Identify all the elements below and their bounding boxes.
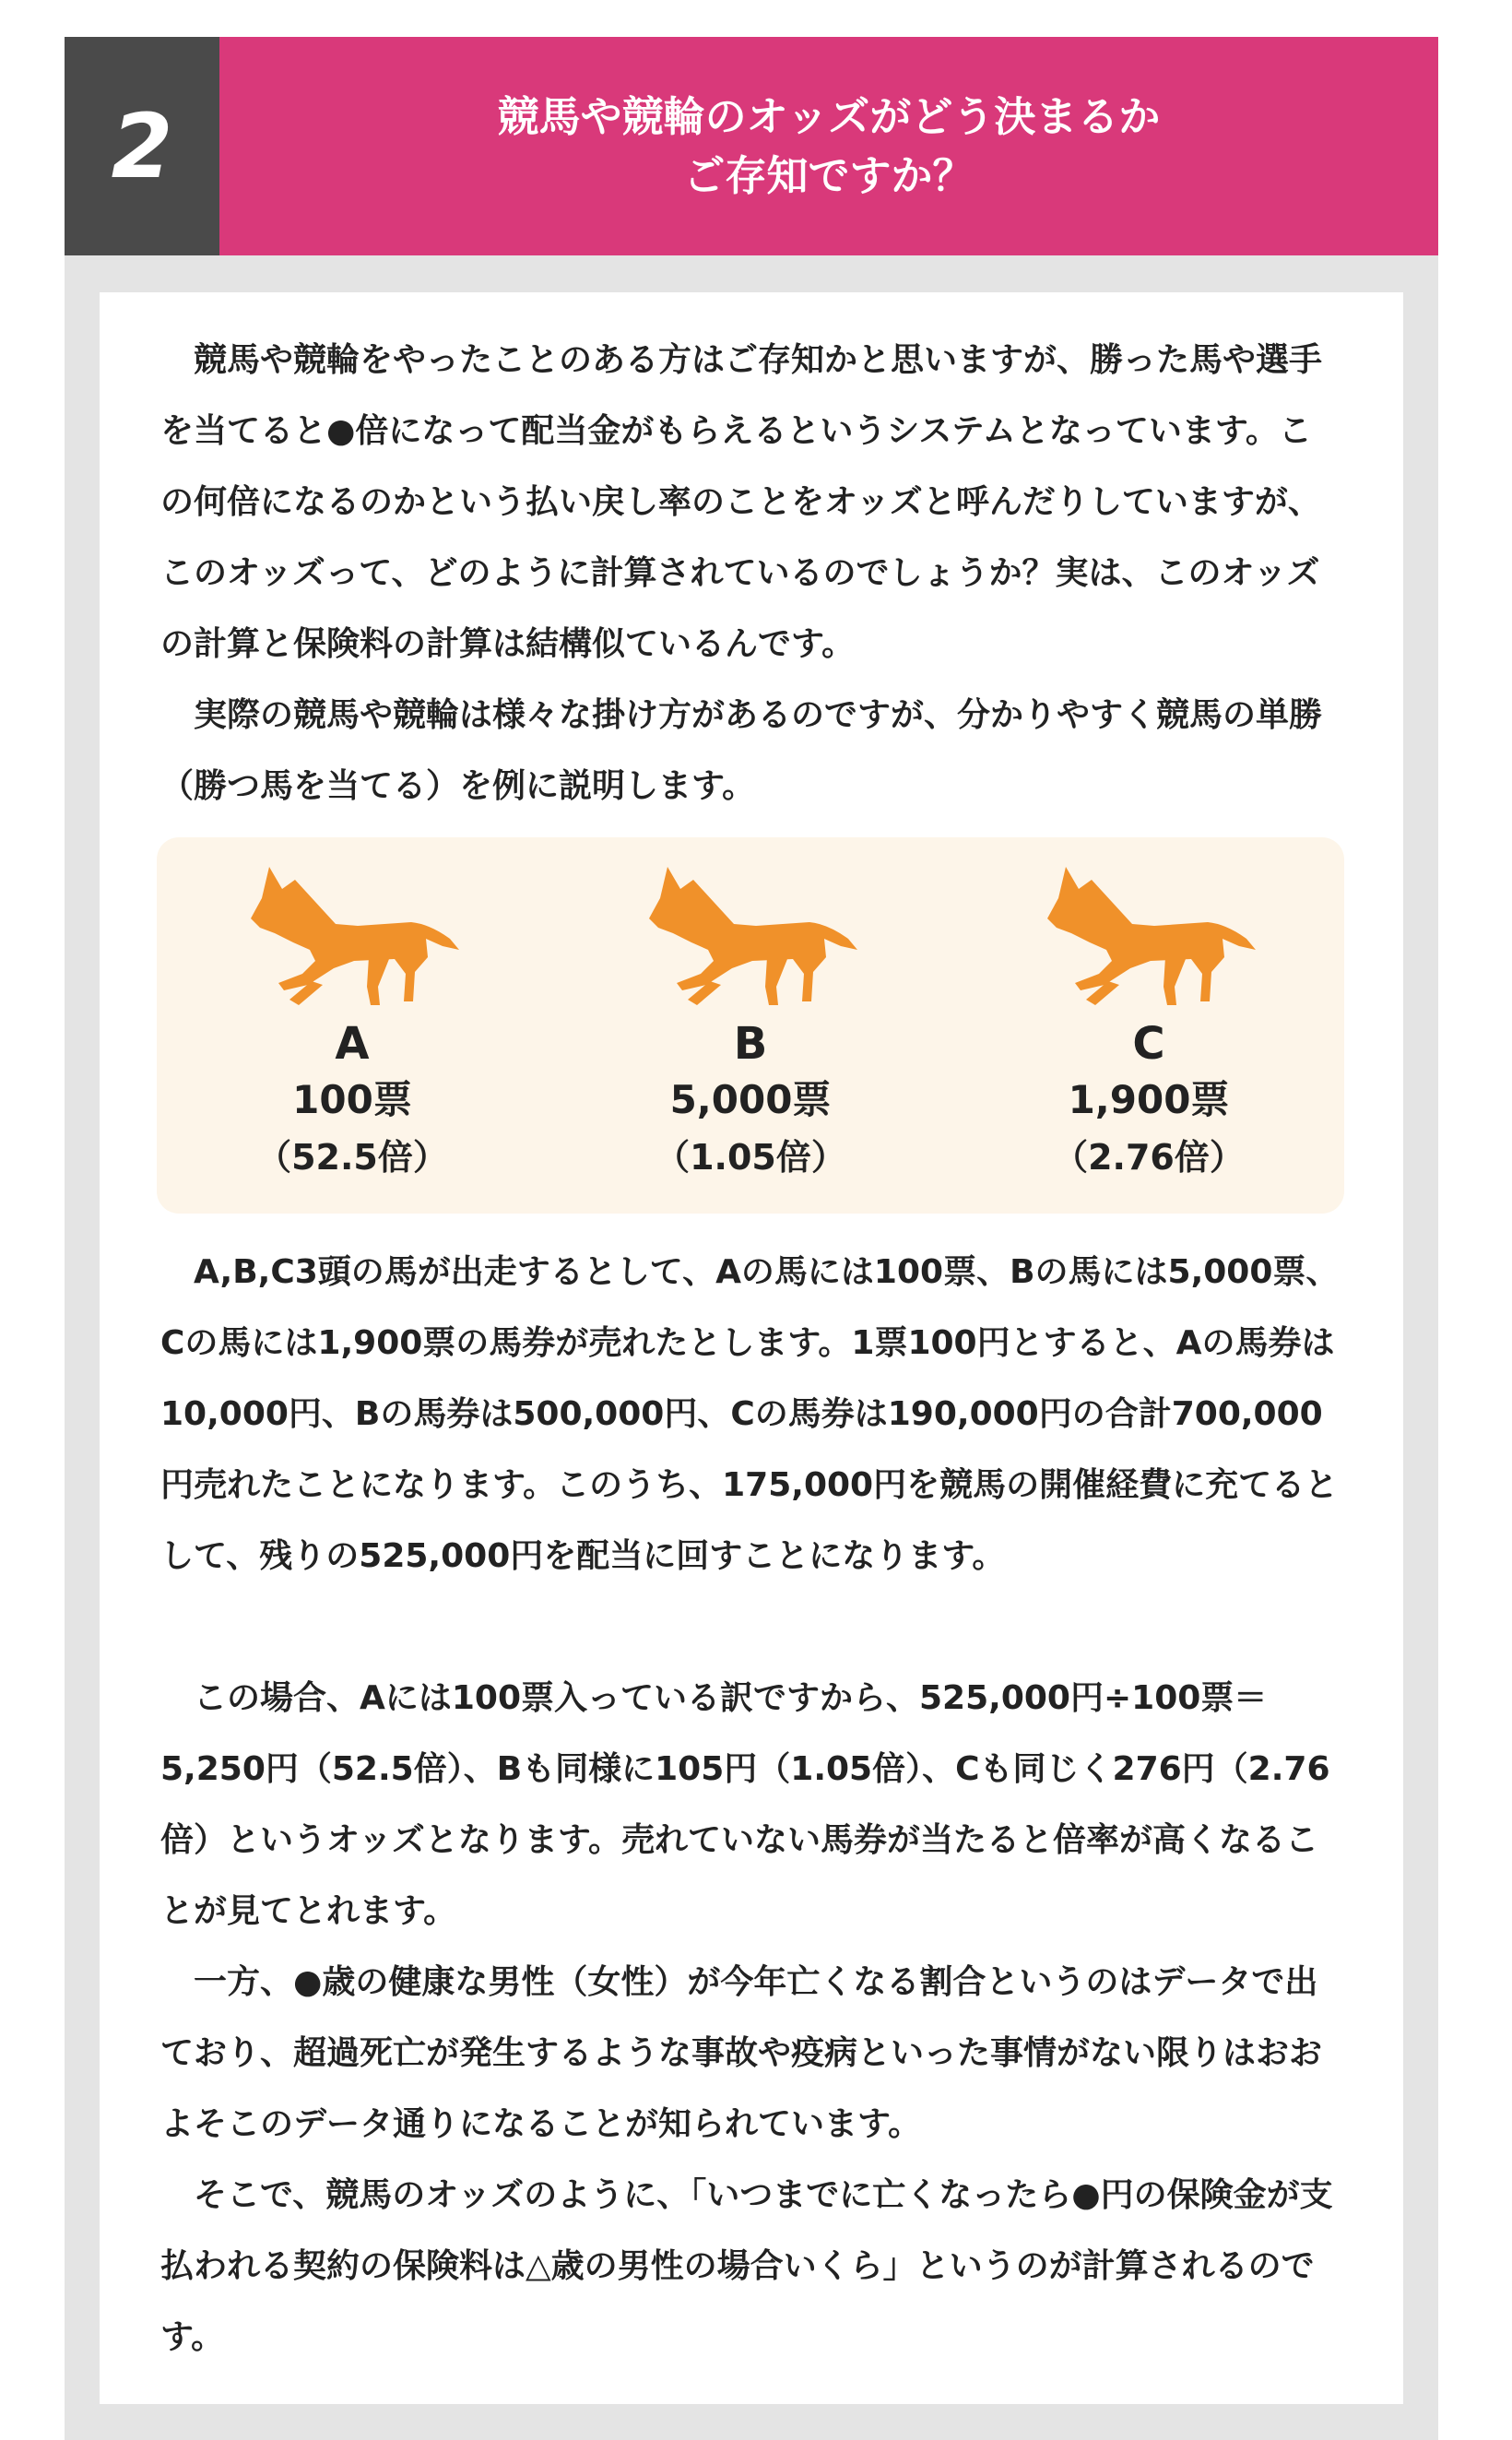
horse-votes: 1,900票 — [1068, 1077, 1230, 1122]
paragraph-premium-conclusion: そこで、競馬のオッズのように、「いつまでに亡くなったら●円の保険金が支払われる契約の保険料は△歳の男性の場合いくら」というのが計算されるのです。 — [160, 2176, 1333, 2356]
horse-letter: A — [335, 1018, 370, 1070]
running-horse-icon — [242, 861, 463, 1009]
paragraph-odds-calculation: この場合、Aには100票入っている訳ですから、525,000円÷100票＝5,250円（52.5倍）、Bも同様に105円（1.05倍）、Cも同じく276円（2.76倍）というオッズとなります。売れていない馬券が当たると倍率が高くなることが見てとれます。 — [160, 1679, 1330, 1930]
paragraph-ticket-sales: A,B,C3頭の馬が出走するとして、Aの馬には100票、Bの馬には5,000票、Cの馬には1,900票の馬券が売れたとします。1票100円とすると、Aの馬券は10,000円、Bの馬券は500,000円、Cの馬券は190,000円の合計700,000円売れたことになります。このうち、175,000円を競馬の開催経費に充てるとして、残りの525,000円を配当に回すことになります。 — [160, 1253, 1340, 1575]
running-horse-icon — [1038, 861, 1259, 1009]
section-title-line-2: ご存知ですか？ — [683, 150, 975, 200]
horse-odds-panel — [157, 837, 1344, 1214]
horse-column-b — [612, 837, 889, 1214]
paragraph-example: 実際の競馬や競輪は様々な掛け方があるのですが、分かりやすく競馬の単勝（勝つ馬を当てる）を例に説明します。 — [160, 696, 1323, 805]
horse-odds: （1.05倍） — [655, 1137, 846, 1178]
horse-odds: （2.76倍） — [1053, 1137, 1245, 1178]
article-section — [65, 37, 1438, 2440]
content-card — [100, 292, 1403, 2404]
horse-votes: 100票 — [292, 1077, 412, 1122]
paragraph-mortality-data: 一方、●歳の健康な男性（女性）が今年亡くなる割合というのはデータで出ており、超過死亡が発生するような事故や疫病といった事情がない限りはおおよそこのデータ通りになることが知られています。 — [160, 1963, 1323, 2143]
section-number-box — [65, 37, 219, 255]
section-header — [65, 37, 1438, 255]
horse-column-c — [1010, 837, 1287, 1214]
horse-odds: （52.5倍） — [256, 1137, 448, 1178]
paragraph-intro: 競馬や競輪をやったことのある方はご存知かと思いますが、勝った馬や選手を当てると●倍になって配当金がもらえるというシステムとなっています。この何倍になるのかという払い戻し率のことをオッズと呼んだりしていますが、このオッズって、どのように計算されているのでしょうか？実は、このオッズの計算と保険料の計算は結構似ているんです。 — [160, 341, 1323, 663]
horse-letter: C — [1132, 1018, 1165, 1070]
section-title — [498, 88, 1161, 206]
horse-letter: B — [733, 1018, 768, 1070]
section-title-bar — [219, 37, 1438, 255]
section-number: 2 — [111, 94, 173, 198]
running-horse-icon — [640, 861, 861, 1009]
horse-votes: 5,000票 — [669, 1077, 832, 1122]
horse-column-a — [214, 837, 490, 1214]
section-title-line-1: 競馬や競輪のオッズがどう決まるか — [497, 91, 1161, 141]
